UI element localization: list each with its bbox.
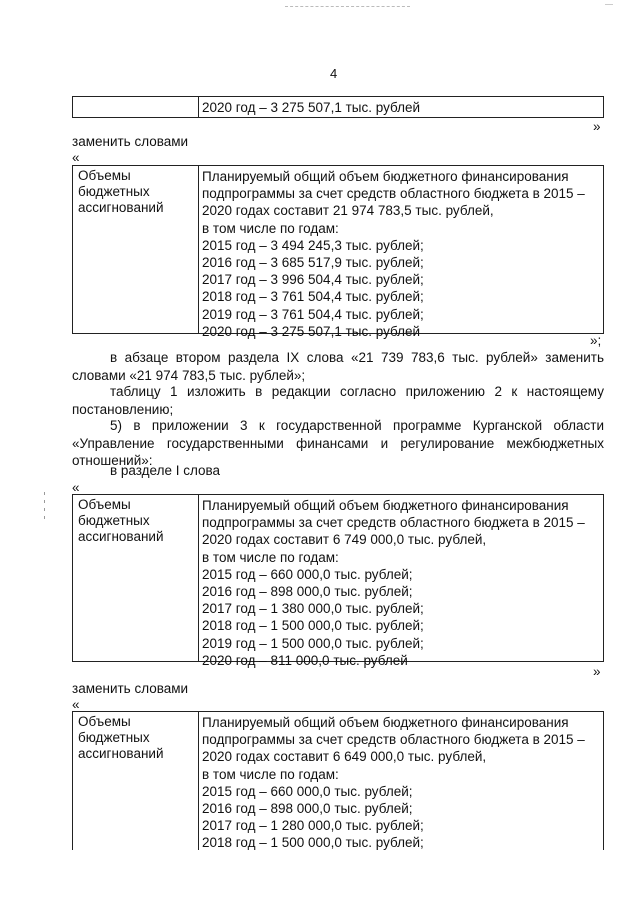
table-line: 2016 год – 898 000,0 тыс. рублей; [202,801,413,817]
table-right-cell [199,97,603,117]
table-line: 2020 годах составит 6 649 000,0 тыс. рублей, [202,749,487,765]
table-left-cell: Объемы бюджетных ассигнований [73,712,199,850]
table-line: 2015 год – 3 494 245,3 тыс. рублей; [202,237,424,253]
paragraph: 5) в приложении 3 к государственной программе Курганской области «Управление государственными финансами и регулирование межбюджетных отношений»: [72,418,604,468]
table-line: 2018 год – 3 761 504,4 тыс. рублей; [202,289,424,305]
table-line: 2020 год – 3 275 507,1 тыс. рублей [202,100,421,115]
table-line: 2019 год – 3 761 504,4 тыс. рублей; [202,306,424,322]
table-line: подпрограммы за счет средств областного бюджета в 2015 – [202,186,585,202]
table-right-cell [199,166,603,339]
table-line: 2017 год – 1 280 000,0 тыс. рублей; [202,818,424,834]
budget-table-new-1 [72,165,604,339]
opening-quote: « [72,697,80,712]
paragraph: в разделе I слова [110,463,221,478]
budget-table-new-2 [72,711,604,850]
table-line: 2015 год – 660 000,0 тыс. рублей; [202,566,413,582]
table-line: 2020 годах составит 6 749 000,0 тыс. рублей, [202,532,487,548]
table-line: 2018 год – 1 500 000,0 тыс. рублей; [202,618,424,634]
table-line: в том числе по годам: [202,220,339,236]
table-right-cell [199,712,603,850]
table-left-cell: Объемы бюджетных ассигнований [73,495,199,661]
table-line: 2020 год – 3 275 507,1 тыс. рублей [202,323,421,339]
table-line: подпрограммы за счет средств областного бюджета в 2015 – [202,515,585,531]
table-line: 2018 год – 1 500 000,0 тыс. рублей; [202,835,424,851]
table-line: 2019 год – 1 500 000,0 тыс. рублей; [202,635,424,651]
closing-quote: » [593,664,601,679]
table-line: 2020 годах составит 21 974 783,5 тыс. рублей, [202,203,494,219]
closing-quote: » [593,119,601,134]
table-line: 2017 год – 3 996 504,4 тыс. рублей; [202,272,424,288]
paragraph: в абзаце втором раздела IX слова «21 739 783,6 тыс. рублей» заменить словами «21 974 783,5 тыс. рублей»; [72,350,604,383]
scan-speck [44,500,45,503]
scan-artifact-line [285,6,410,7]
scan-artifact-mark [605,4,613,11]
table-line: Планируемый общий объем бюджетного финансирования [202,715,569,730]
budget-table-continuation [72,96,604,118]
table-line: подпрограммы за счет средств областного бюджета в 2015 – [202,732,585,748]
opening-quote: « [72,480,80,495]
table-left-cell [73,97,199,117]
table-line: 2015 год – 660 000,0 тыс. рублей; [202,783,413,799]
replace-phrase: заменить словами [72,681,189,696]
table-line: в том числе по годам: [202,766,339,782]
table-line: 2020 год – 811 000,0 тыс. рублей [202,652,408,668]
table-left-cell: Объемы бюджетных ассигнований [73,166,199,333]
table-line: 2016 год – 3 685 517,9 тыс. рублей; [202,255,424,271]
table-line: 2017 год – 1 380 000,0 тыс. рублей; [202,601,424,617]
scan-speck [44,492,45,495]
paragraph: таблицу 1 изложить в редакции согласно приложению 2 к настоящему постановлению; [72,384,604,417]
table-line: Планируемый общий объем бюджетного финансирования [202,498,569,513]
page-number: 4 [330,66,338,81]
replace-phrase: заменить словами [72,134,189,149]
table-right-cell [199,495,603,668]
budget-table-old-2 [72,494,604,668]
table-line: Планируемый общий объем бюджетного финансирования [202,169,569,184]
scan-speck [44,516,45,519]
table-line: в том числе по годам: [202,549,339,565]
closing-quote: »; [590,333,602,348]
table-line: 2016 год – 898 000,0 тыс. рублей; [202,584,413,600]
scan-speck [44,508,45,511]
opening-quote: « [72,150,80,165]
